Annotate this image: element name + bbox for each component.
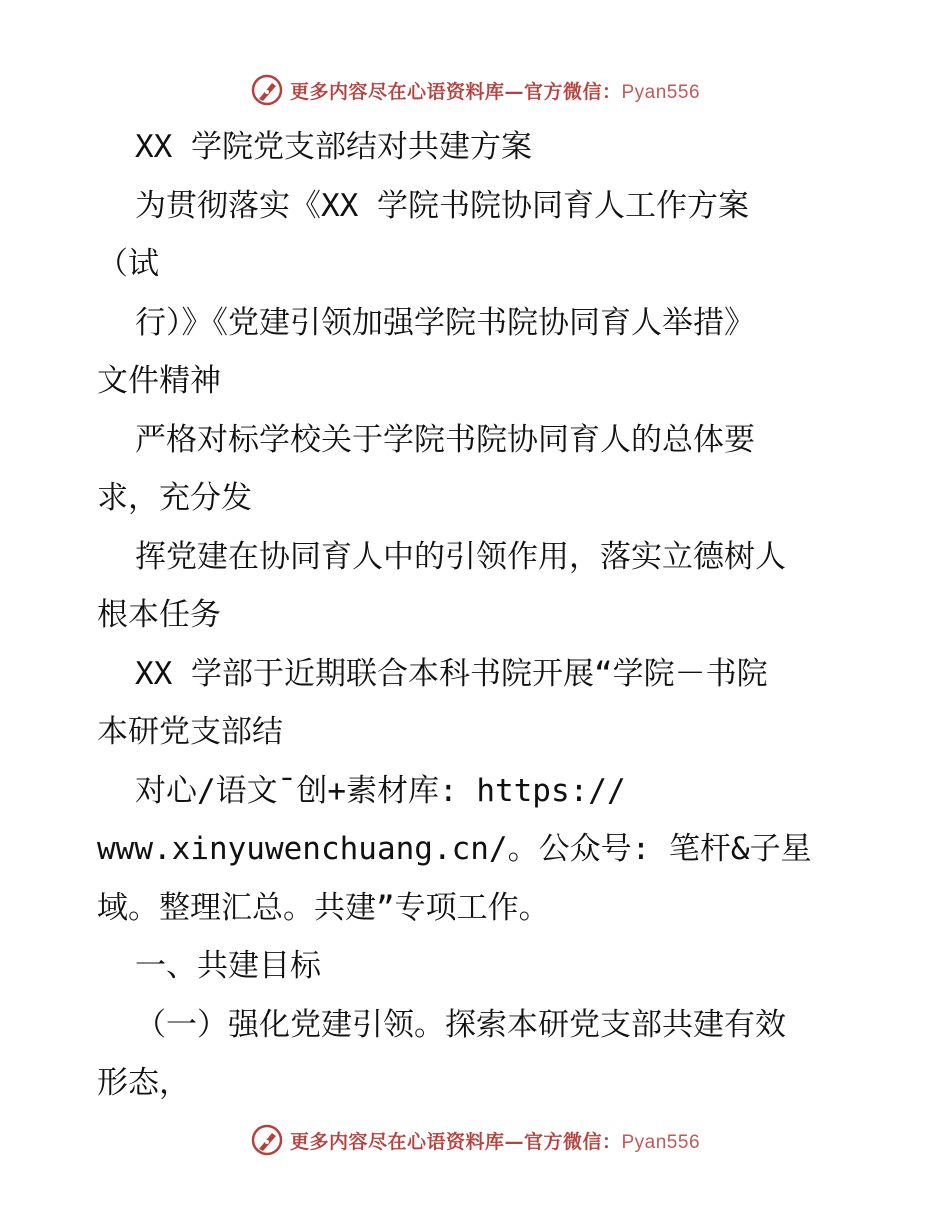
document-line: XX 学院党支部结对共建方案 (135, 129, 532, 165)
watermark-wechat-id: Pyan556 (621, 1131, 701, 1153)
document-line: 严格对标学校关于学院书院协同育人的总体要 (135, 421, 755, 458)
watermark-label: 更多内容尽在心语资料库—官方微信： (289, 80, 622, 103)
document-line: 文件精神 (97, 363, 221, 399)
document-line: （一）强化党建引领。探索本研党支部共建有效 (135, 1006, 786, 1043)
pen-nib-circle-icon (250, 1123, 284, 1157)
watermark-label: 更多内容尽在心语资料库—官方微信： (289, 1130, 622, 1153)
document-body (97, 118, 867, 1113)
document-line: www.xinyuwenchuang.cn/。公众号: 笔杆&子星 (97, 831, 812, 867)
document-line: 挥党建在协同育人中的引领作用，落实立德树人 (135, 538, 786, 575)
document-line: 一、共建目标 (135, 948, 321, 984)
pen-nib-circle-icon (250, 73, 284, 107)
document-line: 对心/语文¯创+素材库: https:// (135, 772, 626, 809)
document-line: （试 (97, 246, 159, 282)
watermark-wechat-id: Pyan556 (621, 81, 701, 103)
watermark-text (290, 1127, 700, 1154)
header-watermark-banner (0, 70, 950, 110)
document-line: 求，充分发 (97, 480, 252, 516)
document-line: XX 学部于近期联合本科书院开展“学院－书院 (135, 655, 768, 692)
document-line: 为贯彻落实《XX 学院书院协同育人工作方案 (135, 187, 749, 224)
document-line: 本研党支部结 (97, 714, 283, 750)
document-line: 行）》《党建引领加强学院书院协同育人举措》 (135, 304, 755, 341)
footer-watermark-banner (0, 1120, 950, 1160)
watermark-text (290, 77, 700, 104)
document-line: 形态， (97, 1065, 190, 1101)
document-line: 根本任务 (97, 597, 221, 633)
document-line: 域。整理汇总。共建”专项工作。 (97, 889, 550, 926)
